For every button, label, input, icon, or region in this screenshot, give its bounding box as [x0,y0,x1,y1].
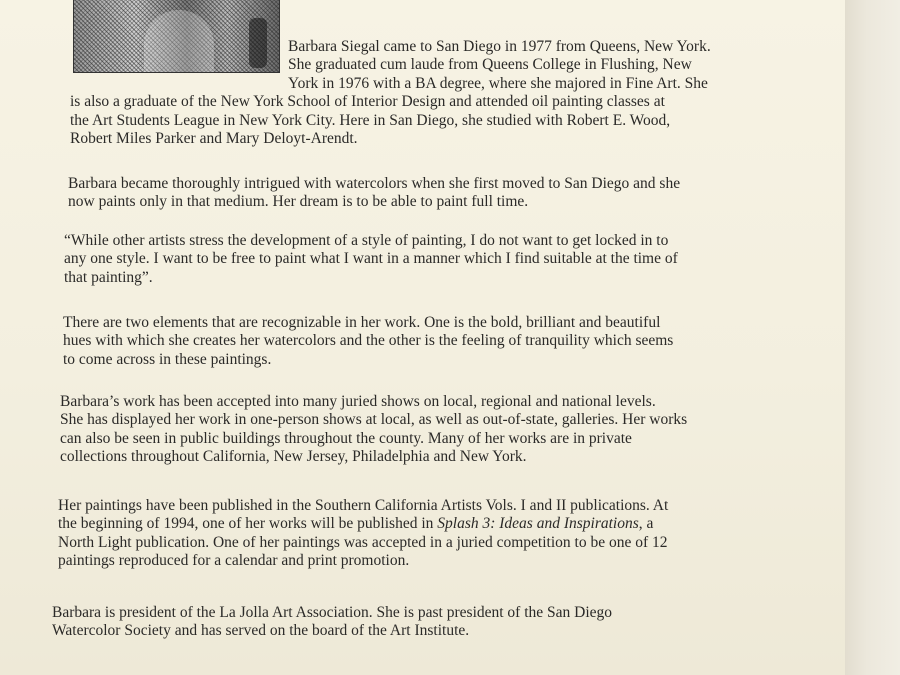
publications-paragraph [58,497,763,571]
text-segment: the beginning of 1994, one of her works will be published in [58,515,438,533]
text-line: any one style. I want to be free to paint what I want in a manner which I find suitable at the time of [64,250,678,268]
page-edge-shadow [845,0,900,675]
text-line: to come across in these paintings. [63,350,272,368]
text-line: collections throughout California, New Jersey, Philadelphia and New York. [60,448,527,466]
text-line [58,515,763,533]
text-line: Barbara Siegal came to San Diego in 1977 from Queens, New York. [288,38,711,55]
text-line: hues with which she creates her watercolors and the other is the feeling of tranquility which seems [63,332,674,350]
text-line: can also be seen in public buildings throughout the county. Many of her works are in private [60,429,632,447]
exhibitions-paragraph [60,393,760,467]
text-line: now paints only in that medium. Her dream is to be able to paint full time. [68,193,529,211]
text-line: Her paintings have been published in the Southern California Artists Vols. I and II publications. At [58,497,669,514]
affiliations-paragraph [52,604,762,641]
text-line: She graduated cum laude from Queens College in Flushing, New [288,56,692,74]
style-elements-paragraph [63,314,763,369]
text-line: Watercolor Society and has served on the board of the Art Institute. [52,622,470,640]
text-line: She has displayed her work in one-person shows at local, as well as out-of-state, galleries. Her works [60,411,688,429]
text-segment: , a [638,515,654,533]
text-line: paintings reproduced for a calendar and print promotion. [58,552,410,570]
watercolor-paragraph [68,175,768,212]
text-line: Barbara became thoroughly intrigued with watercolors when she first moved to San Diego and she [68,175,681,192]
bio-intro-paragraph [70,38,770,148]
text-line: North Light publication. One of her paintings was accepted in a juried competition to be one of 12 [58,533,668,551]
text-line: that painting”. [64,268,153,286]
text-line: “While other artists stress the development of a style of painting, I do not want to get locked in to [64,232,669,249]
text-line: Barbara’s work has been accepted into many juried shows on local, regional and national levels. [60,393,656,410]
text-line: is also a graduate of the New York School of Interior Design and attended oil painting classes at [70,93,665,111]
text-line: the Art Students League in New York City. Here in San Diego, she studied with Robert E. Wood, [70,111,671,129]
text-line: Robert Miles Parker and Mary Deloyt-Arendt. [70,130,358,148]
book-title: Splash 3: Ideas and Inspirations [437,515,639,533]
artist-quote-paragraph [64,232,764,287]
text-line: Barbara is president of the La Jolla Art Association. She is past president of the San Diego [52,604,613,621]
text-line: York in 1976 with a BA degree, where she majored in Fine Art. She [288,74,708,92]
text-line: There are two elements that are recognizable in her work. One is the bold, brilliant and beautiful [63,314,661,331]
